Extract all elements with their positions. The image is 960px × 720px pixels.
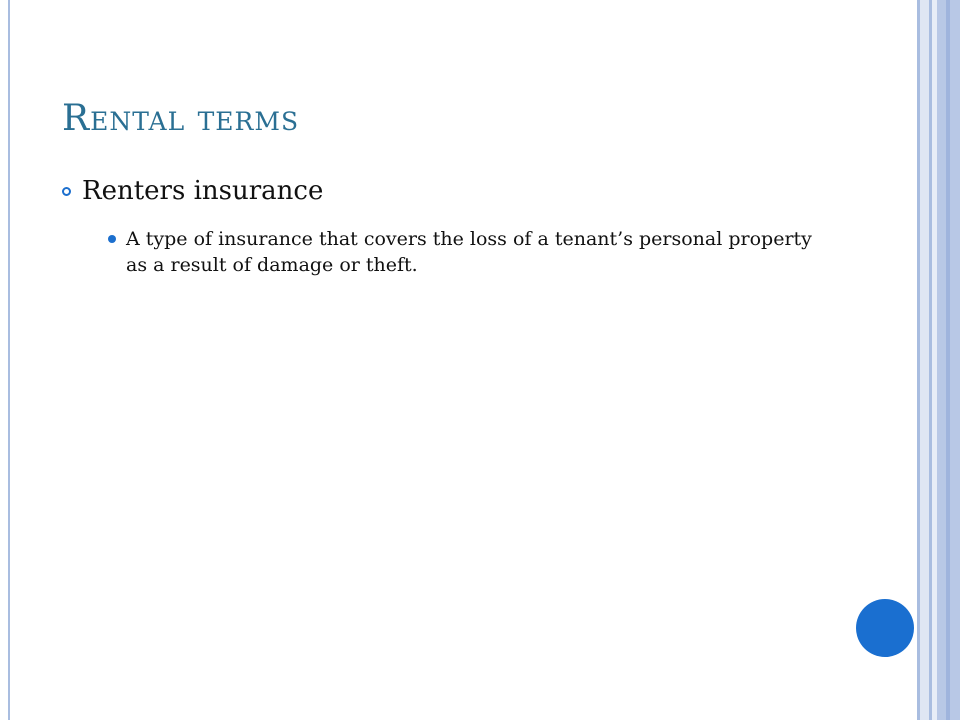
sub-bullet-item (108, 226, 828, 278)
decorative-circle (856, 599, 914, 657)
dot-bullet-icon (108, 235, 116, 243)
right-stripe (920, 0, 929, 720)
sub-bullet-text: A type of insurance that covers the loss of a tenant’s personal property as a result of damage or theft. (126, 228, 812, 276)
right-stripe (946, 0, 950, 720)
bullet-text: Renters insurance (82, 176, 324, 206)
bullet-item (62, 176, 323, 206)
slide-title: Rental terms (62, 98, 300, 139)
left-frame-line (8, 0, 10, 720)
ring-bullet-icon (62, 187, 71, 196)
